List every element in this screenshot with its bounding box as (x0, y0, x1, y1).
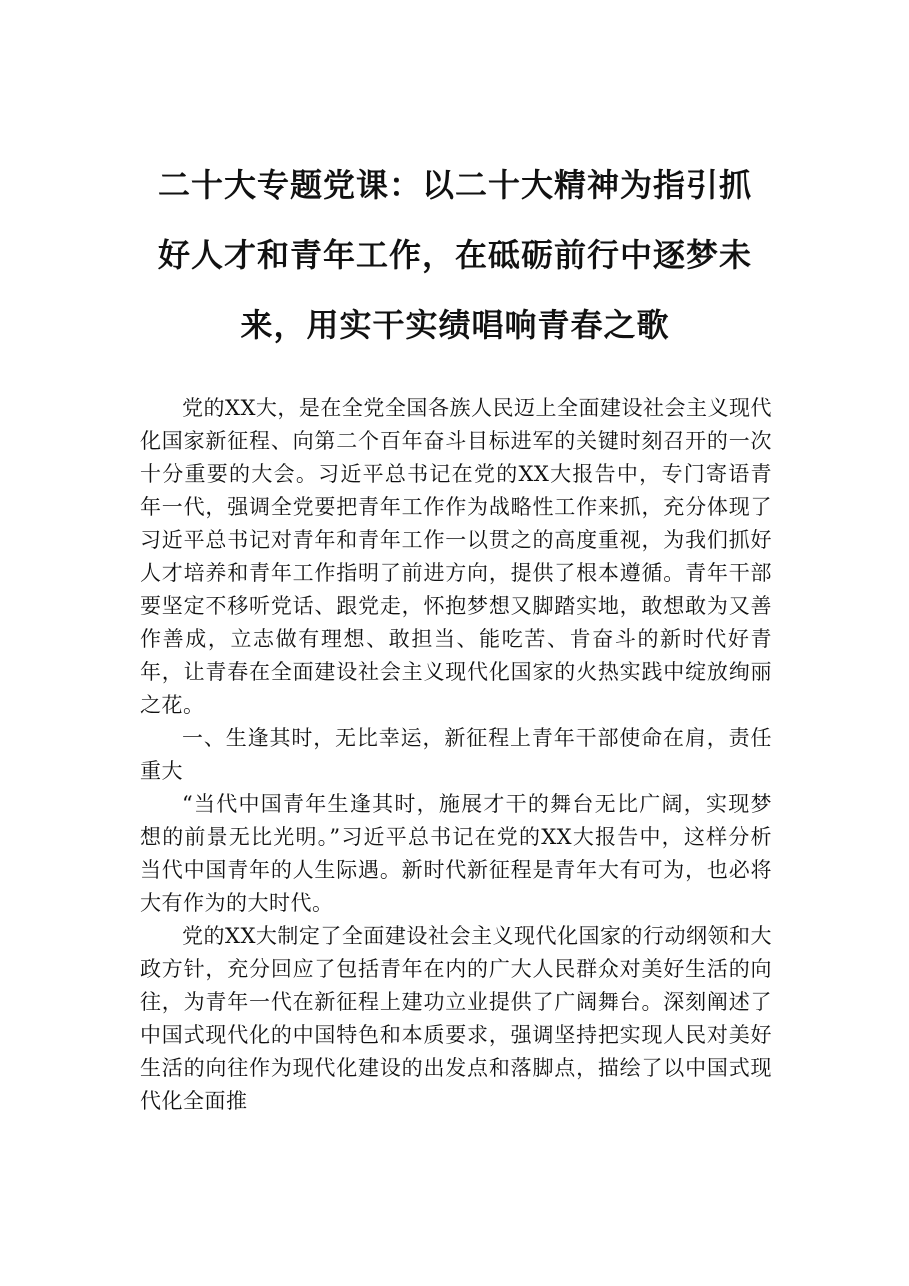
paragraph-intro: 党的XX大，是在全党全国各族人民迈上全面建设社会主义现代化国家新征程、向第二个百年奋斗目标进军的关键时刻召开的一次十分重要的大会。习近平总书记在党的XX大报告中，专门寄语青年一代，强调全党要把青年工作作为战略性工作来抓，充分体现了习近平总书记对青年和青年工作一以贯之的高度重视，为我们抓好人才培养和青年工作指明了前进方向，提供了根本遵循。青年干部要坚定不移听党话、跟党走，怀抱梦想又脚踏实地，敢想敢为又善作善成，立志做有理想、敢担当、能吃苦、肯奋斗的新时代好青年，让青春在全面建设社会主义现代化国家的火热实践中绽放绚丽之花。 (140, 396, 772, 717)
document-body (140, 392, 772, 1118)
title-line-2: 好人才和青年工作，在砥砺前行中逐梦未 (157, 236, 752, 274)
title-line-1: 二十大专题党课：以二十大精神为指引抓 (157, 166, 752, 204)
title-line-3: 来，用实干实绩唱响青春之歌 (240, 306, 670, 344)
section-heading-1: 一、生逢其时，无比幸运，新征程上青年干部使命在肩，责任重大 (140, 726, 772, 783)
paragraph-congress: 党的XX大制定了全面建设社会主义现代化国家的行动纲领和大政方针，充分回应了包括青年在内的广大人民群众对美好生活的向往，为青年一代在新征程上建功立业提供了广阔舞台。深刻阐述了中国式现代化的中国特色和本质要求，强调坚持把实现人民对美好生活的向往作为现代化建设的出发点和落脚点，描绘了以中国式现代化全面推 (140, 924, 772, 1113)
paragraph-quote: “当代中国青年生逢其时，施展才干的舞台无比广阔，实现梦想的前景无比光明。”习近平总书记在党的XX大报告中，这样分析当代中国青年的人生际遇。新时代新征程是青年大有可为，也必将大有作为的大时代。 (140, 792, 772, 915)
document-title (120, 150, 790, 360)
